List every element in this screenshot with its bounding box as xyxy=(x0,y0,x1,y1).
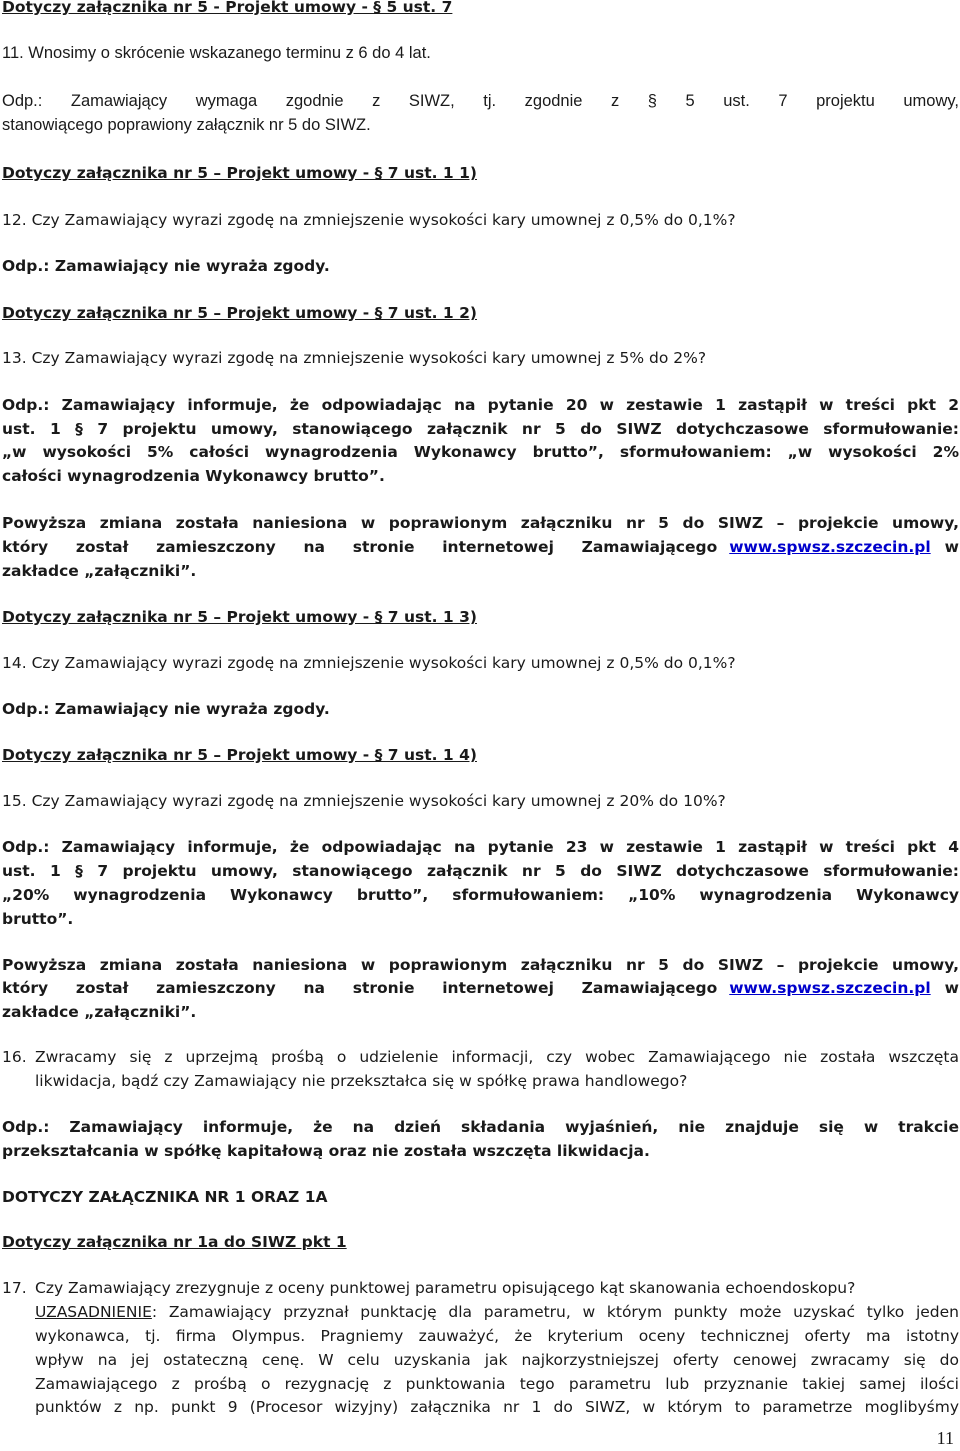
question-17-line: wpływ na jej ostateczną cenę. W celu uzyskania jak najkorzystniejszej oferty cenowej zwracamy się do xyxy=(35,1351,959,1369)
question-17-line: Czy Zamawiający zrezygnuje z oceny punktowej parametru opisującego kąt skanowania echoendoskopu? xyxy=(35,1279,856,1297)
change-note-text: który został zamieszczony na stronie internetowej Zamawiającego xyxy=(2,979,718,997)
change-note-line: zakładce „załączniki”. xyxy=(2,562,197,580)
answer-11-line: Odp.: Zamawiający wymaga zgodnie z SIWZ, tj. zgodnie z § 5 ust. 7 projektu umowy, xyxy=(2,92,959,110)
attachment-heading: DOTYCZY ZAŁĄCZNIKA NR 1 ORAZ 1A xyxy=(2,1188,328,1206)
question-number: 17. xyxy=(2,1279,27,1297)
answer-13-line: ust. 1 § 7 projektu umowy, stanowiącego załącznik nr 5 do SIWZ dotychczasowe sformułowanie: xyxy=(2,420,959,438)
answer-11-line: stanowiącego poprawiony załącznik nr 5 do SIWZ. xyxy=(2,116,371,134)
question-16-line: Zwracamy się z uprzejmą prośbą o udzielenie informacji, czy wobec Zamawiającego nie została wszczęta xyxy=(35,1048,959,1066)
question-12: 12. Czy Zamawiający wyrazi zgodę na zmniejszenie wysokości kary umownej z 0,5% do 0,1%? xyxy=(2,211,736,229)
change-note-line: zakładce „załączniki”. xyxy=(2,1003,197,1021)
section-heading: Dotyczy załącznika nr 5 – Projekt umowy - § 7 ust. 1 3) xyxy=(2,608,477,626)
answer-15-line: Odp.: Zamawiający informuje, że odpowiadając na pytanie 23 w zestawie 1 zastąpił w treści pkt 4 xyxy=(2,838,959,856)
answer-13-line: „w wysokości 5% całości wynagrodzenia Wykonawcy brutto”, sformułowaniem: „w wysokości 2% xyxy=(2,443,959,461)
change-note-text: w xyxy=(944,538,959,556)
answer-15-line: brutto”. xyxy=(2,910,74,928)
section-heading: Dotyczy załącznika nr 5 – Projekt umowy - § 7 ust. 1 1) xyxy=(2,164,477,182)
question-17-line: punktów z np. punkt 9 (Procesor wizyjny) załącznika nr 1 do SIWZ, w którym to parametrze moglibyśmy xyxy=(35,1398,959,1416)
change-note-line xyxy=(2,536,959,558)
website-link[interactable]: www.spwsz.szczecin.pl xyxy=(729,538,931,556)
answer-15-line: ust. 1 § 7 projektu umowy, stanowiącego załącznik nr 5 do SIWZ dotychczasowe sformułowanie: xyxy=(2,862,959,880)
answer-16-line: przekształcania w spółkę kapitałową oraz nie została wszczęta likwidacja. xyxy=(2,1142,650,1160)
section-heading: Dotyczy załącznika nr 5 - Projekt umowy - § 5 ust. 7 xyxy=(2,0,453,16)
section-heading: Dotyczy załącznika nr 5 – Projekt umowy - § 7 ust. 1 2) xyxy=(2,304,477,322)
question-number: 16. xyxy=(2,1048,27,1066)
answer-14: Odp.: Zamawiający nie wyraża zgody. xyxy=(2,700,330,718)
question-17-line xyxy=(35,1301,959,1323)
question-11: 11. Wnosimy o skrócenie wskazanego terminu z 6 do 4 lat. xyxy=(2,44,431,62)
answer-12: Odp.: Zamawiający nie wyraża zgody. xyxy=(2,257,330,275)
change-note-line: Powyższa zmiana została naniesiona w poprawionym załączniku nr 5 do SIWZ – projekcie umowy, xyxy=(2,956,959,974)
question-13: 13. Czy Zamawiający wyrazi zgodę na zmniejszenie wysokości kary umownej z 5% do 2%? xyxy=(2,349,707,367)
change-note-line: Powyższa zmiana została naniesiona w poprawionym załączniku nr 5 do SIWZ – projekcie umowy, xyxy=(2,514,959,532)
question-17-line: wykonawca, tj. firma Olympus. Pragniemy zauważyć, że kryterium oceny technicznej oferty ma istotny xyxy=(35,1327,959,1345)
change-note-text: w xyxy=(944,979,959,997)
section-heading: Dotyczy załącznika nr 1a do SIWZ pkt 1 xyxy=(2,1233,347,1251)
justification-label: UZASADNIENIE xyxy=(35,1303,152,1321)
question-14: 14. Czy Zamawiający wyrazi zgodę na zmniejszenie wysokości kary umownej z 0,5% do 0,1%? xyxy=(2,654,736,672)
section-heading: Dotyczy załącznika nr 5 – Projekt umowy - § 7 ust. 1 4) xyxy=(2,746,477,764)
website-link[interactable]: www.spwsz.szczecin.pl xyxy=(729,979,931,997)
answer-13-line: całości wynagrodzenia Wykonawcy brutto”. xyxy=(2,467,385,485)
answer-13-line: Odp.: Zamawiający informuje, że odpowiadając na pytanie 20 w zestawie 1 zastąpił w treści pkt 2 xyxy=(2,396,959,414)
change-note-line xyxy=(2,977,959,999)
question-16-line: likwidacja, bądź czy Zamawiający nie przekształca się w spółkę prawa handlowego? xyxy=(35,1072,688,1090)
justification-text: : Zamawiający przyznał punktację dla parametru, w którym punkty może uzyskać tylko jeden xyxy=(151,1303,959,1321)
question-17-line: Zamawiającego z prośbą o rezygnację z punktowania tego parametru lub przyznanie takiej samej ilości xyxy=(35,1375,959,1393)
question-15: 15. Czy Zamawiający wyrazi zgodę na zmniejszenie wysokości kary umownej z 20% do 10%? xyxy=(2,792,726,810)
change-note-text: który został zamieszczony na stronie internetowej Zamawiającego xyxy=(2,538,718,556)
page-number: 11 xyxy=(936,1428,954,1448)
answer-16-line: Odp.: Zamawiający informuje, że na dzień składania wyjaśnień, nie znajduje się w trakcie xyxy=(2,1118,959,1136)
answer-15-line: „20% wynagrodzenia Wykonawcy brutto”, sformułowaniem: „10% wynagrodzenia Wykonawcy xyxy=(2,886,959,904)
